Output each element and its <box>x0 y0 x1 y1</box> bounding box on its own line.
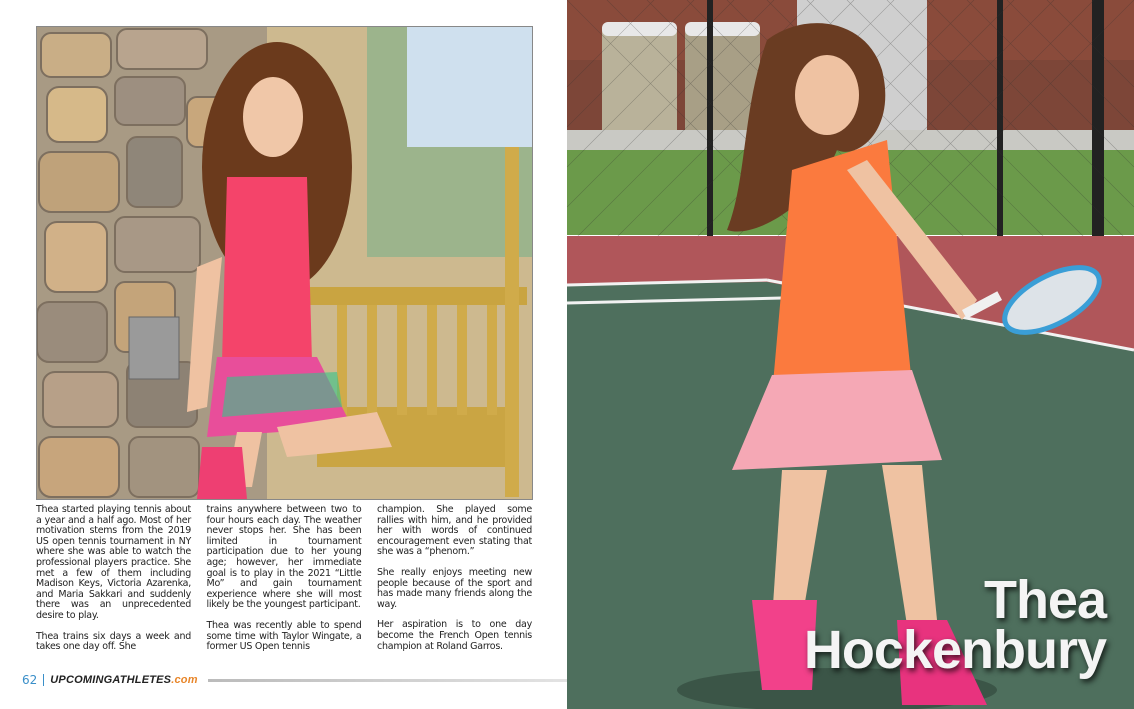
article-column-1 <box>36 505 191 665</box>
site-name <box>50 674 197 686</box>
paragraph: Her aspiration is to one day become the French Open tennis champion at Roland Garros. <box>377 619 532 652</box>
athlete-name <box>803 570 1106 680</box>
article-column-3 <box>377 505 532 665</box>
footer-divider <box>43 674 44 686</box>
athlete-first-name: Thea <box>983 570 1106 630</box>
photo-girl-stone-wall <box>36 26 533 500</box>
paragraph: trains anywhere between two to four hours each day. The weather never stops her. She has been limited in tournament participation due to her young age; however, her immediate goal is to play in the 2021 “Little Mo” and gain tournament experience where she will most likely be the youngest participant. <box>206 504 362 611</box>
athlete-last-name: Hockenbury <box>803 620 1106 680</box>
paragraph: Thea was recently able to spend some time with Taylor Wingate, a former US Open tennis <box>206 619 362 653</box>
footer-rule <box>208 679 567 682</box>
paragraph: Thea started playing tennis about a year and a half ago. Most of her motivation stems from the 2019 US open tennis tournament in NY where she was able to watch the professional players practice. She met a few of them including Madison Keys, Victoria Azarenka, and Maria Sakkari and suddenly there was an unprecedented desire to play. <box>36 504 191 621</box>
article-columns <box>36 505 532 665</box>
site-tld: .com <box>171 674 198 686</box>
article-column-2 <box>207 505 362 665</box>
photo-left-illustration <box>37 27 532 499</box>
paragraph: She really enjoys meeting new people because of the sport and has made many friends along the way. <box>377 566 532 610</box>
paragraph: Thea trains six days a week and takes one day off. She <box>36 630 191 653</box>
site-name-text: UPCOMINGATHLETES <box>50 674 172 686</box>
page-footer <box>22 672 567 688</box>
paragraph: champion. She played some rallies with him, and he provided her with words of continued encouragement even stating that she was a “phenom.” <box>377 504 532 558</box>
page-number: 62 <box>22 673 38 687</box>
right-page <box>567 0 1134 709</box>
